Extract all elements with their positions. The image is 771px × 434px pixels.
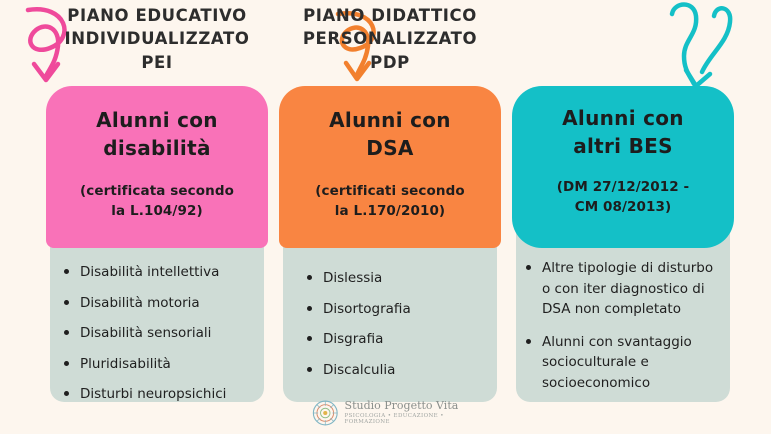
heading-pdp	[283, 4, 498, 74]
list-item: Disortografia	[307, 299, 503, 320]
card-pei-title-line-2: disabilità	[103, 136, 211, 161]
list-item: Altre tipologie di disturbo o con iter diagnostico di DSA non completato	[526, 258, 722, 320]
list-item: Disturbi neuropsichici	[64, 384, 260, 405]
card-bes-subtitle	[522, 177, 724, 218]
list-item: Disabilità motoria	[64, 293, 260, 314]
card-bes-subtitle-line-2: CM 08/2013)	[574, 199, 672, 216]
list-item: Disgrafia	[307, 329, 503, 350]
heading-pdp-line-2: PERSONALIZZATO	[302, 29, 478, 49]
card-dsa-subtitle	[289, 181, 491, 222]
column-bes	[504, 0, 742, 434]
card-dsa-subtitle-line-1: (certificati secondo	[315, 182, 465, 199]
column-pei	[38, 0, 276, 434]
heading-pdp-line-3: PDP	[370, 52, 410, 72]
card-pei-title-line-1: Alunni con	[96, 108, 218, 132]
card-bes	[512, 86, 734, 248]
list-item: Discalculia	[307, 360, 503, 381]
card-bes-title-line-2: altri BES	[573, 134, 673, 159]
logo-text	[345, 400, 461, 425]
card-pei-title	[56, 106, 258, 163]
heading-pei	[50, 4, 265, 74]
column-dsa	[271, 0, 509, 434]
card-bes-subtitle-line-1: (DM 27/12/2012 -	[556, 178, 690, 195]
list-item: Pluridisabilità	[64, 354, 260, 375]
card-pei-subtitle	[56, 181, 258, 222]
list-item: Dislessia	[307, 268, 503, 289]
card-bes-title	[522, 104, 724, 161]
list-bes	[526, 258, 722, 405]
list-item: Disabilità intellettiva	[64, 262, 260, 283]
mandala-icon	[311, 395, 340, 431]
card-dsa	[279, 86, 501, 248]
heading-pdp-line-1: PIANO DIDATTICO	[303, 6, 477, 25]
list-item: Alunni con svantaggio socioculturale e socioeconomico	[526, 332, 722, 394]
logo-name: Studio Progetto Vita	[344, 399, 459, 413]
heading-pei-line-1: PIANO EDUCATIVO	[67, 6, 247, 25]
card-dsa-subtitle-line-2: la L.170/2010)	[334, 203, 446, 220]
heading-pei-line-2: INDIVIDUALIZZATO	[64, 29, 250, 49]
card-pei-subtitle-line-2: la L.104/92)	[111, 203, 203, 220]
logo-tagline: PSICOLOGIA • EDUCAZIONE • FORMAZIONE	[344, 413, 444, 426]
card-pei-subtitle-line-1: (certificata secondo	[80, 182, 234, 199]
card-dsa-title-line-1: Alunni con	[329, 108, 451, 132]
list-pei	[64, 262, 260, 415]
card-bes-title-line-1: Alunni con	[562, 106, 684, 130]
heading-pei-line-3: PEI	[141, 52, 173, 72]
card-pei	[46, 86, 268, 248]
card-dsa-title-line-2: DSA	[366, 136, 414, 161]
studio-logo	[311, 393, 461, 433]
list-item: Disabilità sensoriali	[64, 323, 260, 344]
list-dsa	[307, 268, 503, 390]
card-dsa-title	[289, 106, 491, 163]
